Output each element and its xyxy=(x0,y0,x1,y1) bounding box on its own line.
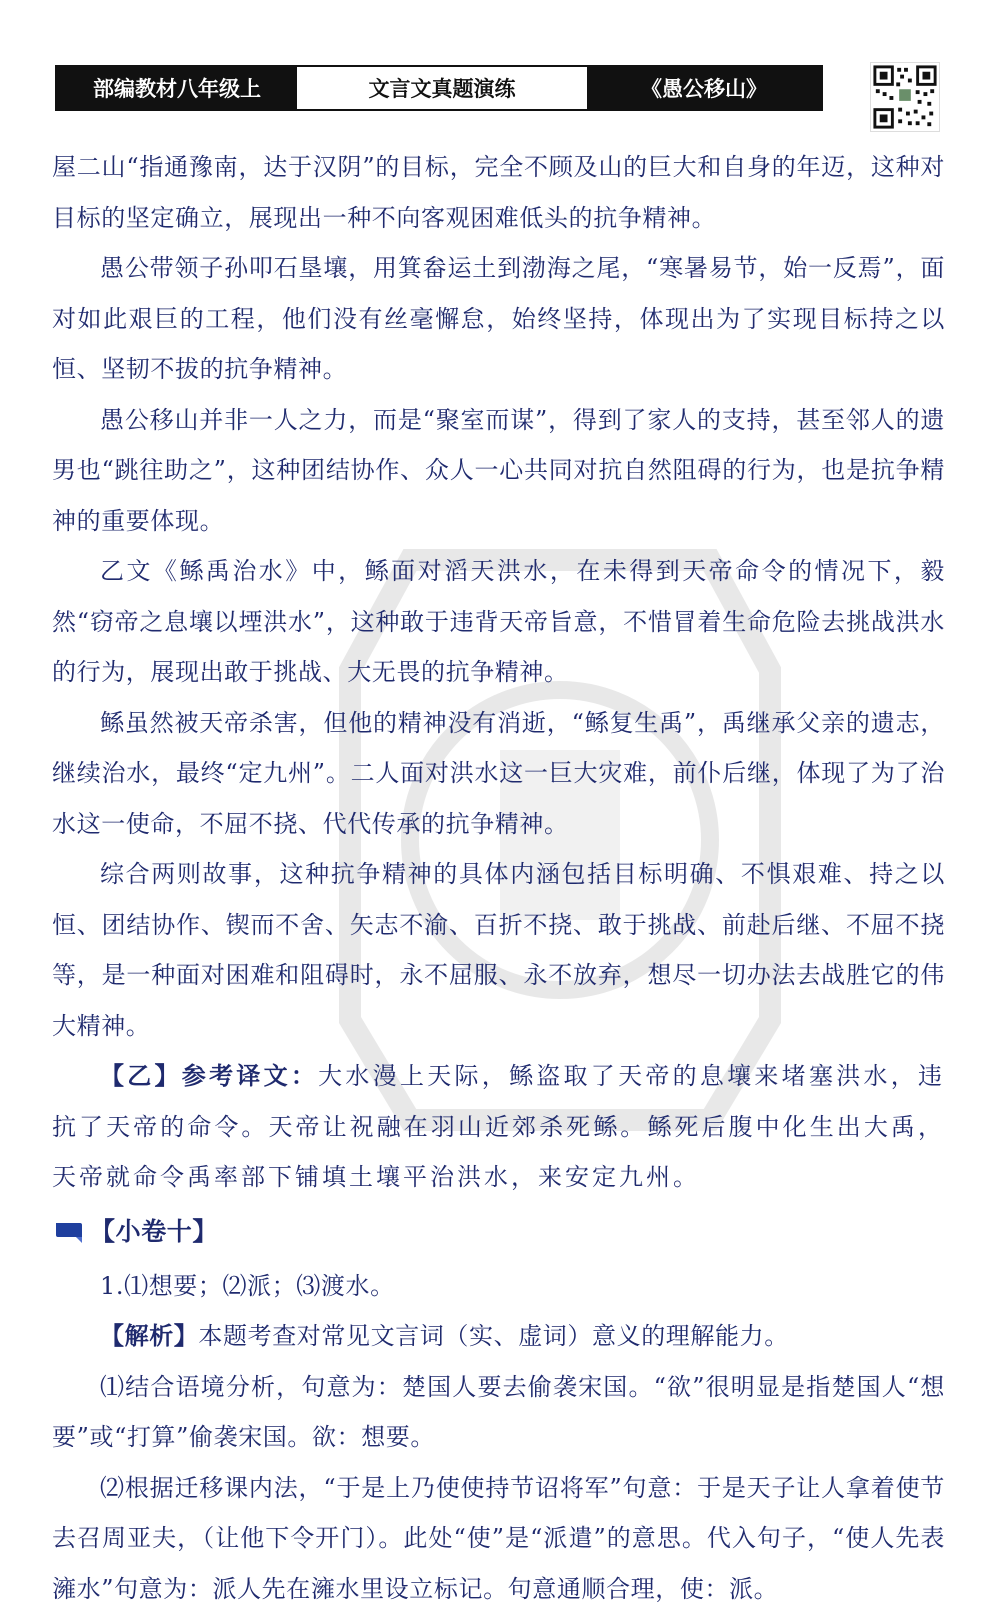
translation-label: 【乙】参考译文： xyxy=(100,1061,318,1090)
translation-text: 大水漫上天际，鲧盗取了天帝的息壤来堵塞洪水，违抗了天帝的命令。天帝让祝融在羽山近郊杀死鲧。鲧死后腹中化生出大禹，天帝就命令禹率部下铺填土壤平治洪水，来安定九州。 xyxy=(52,1062,945,1191)
qr-code-icon xyxy=(870,62,940,132)
header-textbook-label: 部编教材八年级上 xyxy=(57,67,297,109)
answer-line: 1.⑴想要；⑵派；⑶渡水。 xyxy=(52,1261,945,1312)
paragraph-1: 屋二山“指通豫南，达于汉阴”的目标，完全不顾及山的巨大和自身的年迈，这种对目标的坚定确立，展现出一种不向客观困难低头的抗争精神。 xyxy=(52,142,945,243)
analysis-point-2: ⑵根据迁移课内法，“于是上乃使使持节诏将军”句意：于是天子让人拿着使节去召周亚夫，（让他下令开门）。此处“使”是“派遣”的意思。代入句子，“使人先表澭水”句意为：派人先在澭水里设立标记。句意通顺合理，使：派。 xyxy=(52,1463,945,1614)
page-header xyxy=(55,65,823,111)
analysis-point-1: ⑴结合语境分析，句意为：楚国人要去偷袭宋国。“欲”很明显是指楚国人“想要”或“打算”偷袭宋国。欲：想要。 xyxy=(52,1362,945,1463)
paragraph-2: 愚公带领子孙叩石垦壤，用箕畚运土到渤海之尾，“寒暑易节，始一反焉”，面对如此艰巨的工程，他们没有丝毫懈怠，始终坚持，体现出为了实现目标持之以恒、坚韧不拔的抗争精神。 xyxy=(52,243,945,395)
paragraph-4: 乙文《鲧禹治水》中，鲧面对滔天洪水，在未得到天帝命令的情况下，毅然“窃帝之息壤以堙洪水”，这种敢于违背天帝旨意，不惜冒着生命危险去挑战洪水的行为，展现出敢于挑战、大无畏的抗争精神。 xyxy=(52,546,945,698)
analysis-label: 【解析】 xyxy=(100,1321,198,1350)
header-section-label: 文言文真题演练 xyxy=(297,67,587,109)
paragraph-6: 综合两则故事，这种抗争精神的具体内涵包括目标明确、不惧艰难、持之以恒、团结协作、锲而不舍、矢志不渝、百折不挠、敢于挑战、前赴后继、不屈不挠等，是一种面对困难和阻碍时，永不屈服、永不放弃，想尽一切办法去战胜它的伟大精神。 xyxy=(52,849,945,1051)
paragraph-5: 鲧虽然被天帝杀害，但他的精神没有消逝，“鲧复生禹”，禹继承父亲的遗志，继续治水，最终“定九州”。二人面对洪水这一巨大灾难，前仆后继，体现了为了治水这一使命，不屈不挠、代代传承的抗争精神。 xyxy=(52,698,945,850)
analysis-text: 本题考查对常见文言词（实、虚词）意义的理解能力。 xyxy=(198,1322,788,1350)
document-body xyxy=(52,142,945,1614)
section-heading xyxy=(52,1205,945,1261)
bookmark-flag-icon xyxy=(54,1221,84,1245)
paragraph-3: 愚公移山并非一人之力，而是“聚室而谋”，得到了家人的支持，甚至邻人的遗男也“跳往助之”，这种团结协作、众人一心共同对抗自然阻碍的行为，也是抗争精神的重要体现。 xyxy=(52,395,945,547)
translation-paragraph xyxy=(52,1051,945,1203)
section-title: 【小卷十】 xyxy=(90,1207,218,1258)
header-lesson-title: 《愚公移山》 xyxy=(587,67,821,109)
analysis-paragraph xyxy=(52,1311,945,1362)
